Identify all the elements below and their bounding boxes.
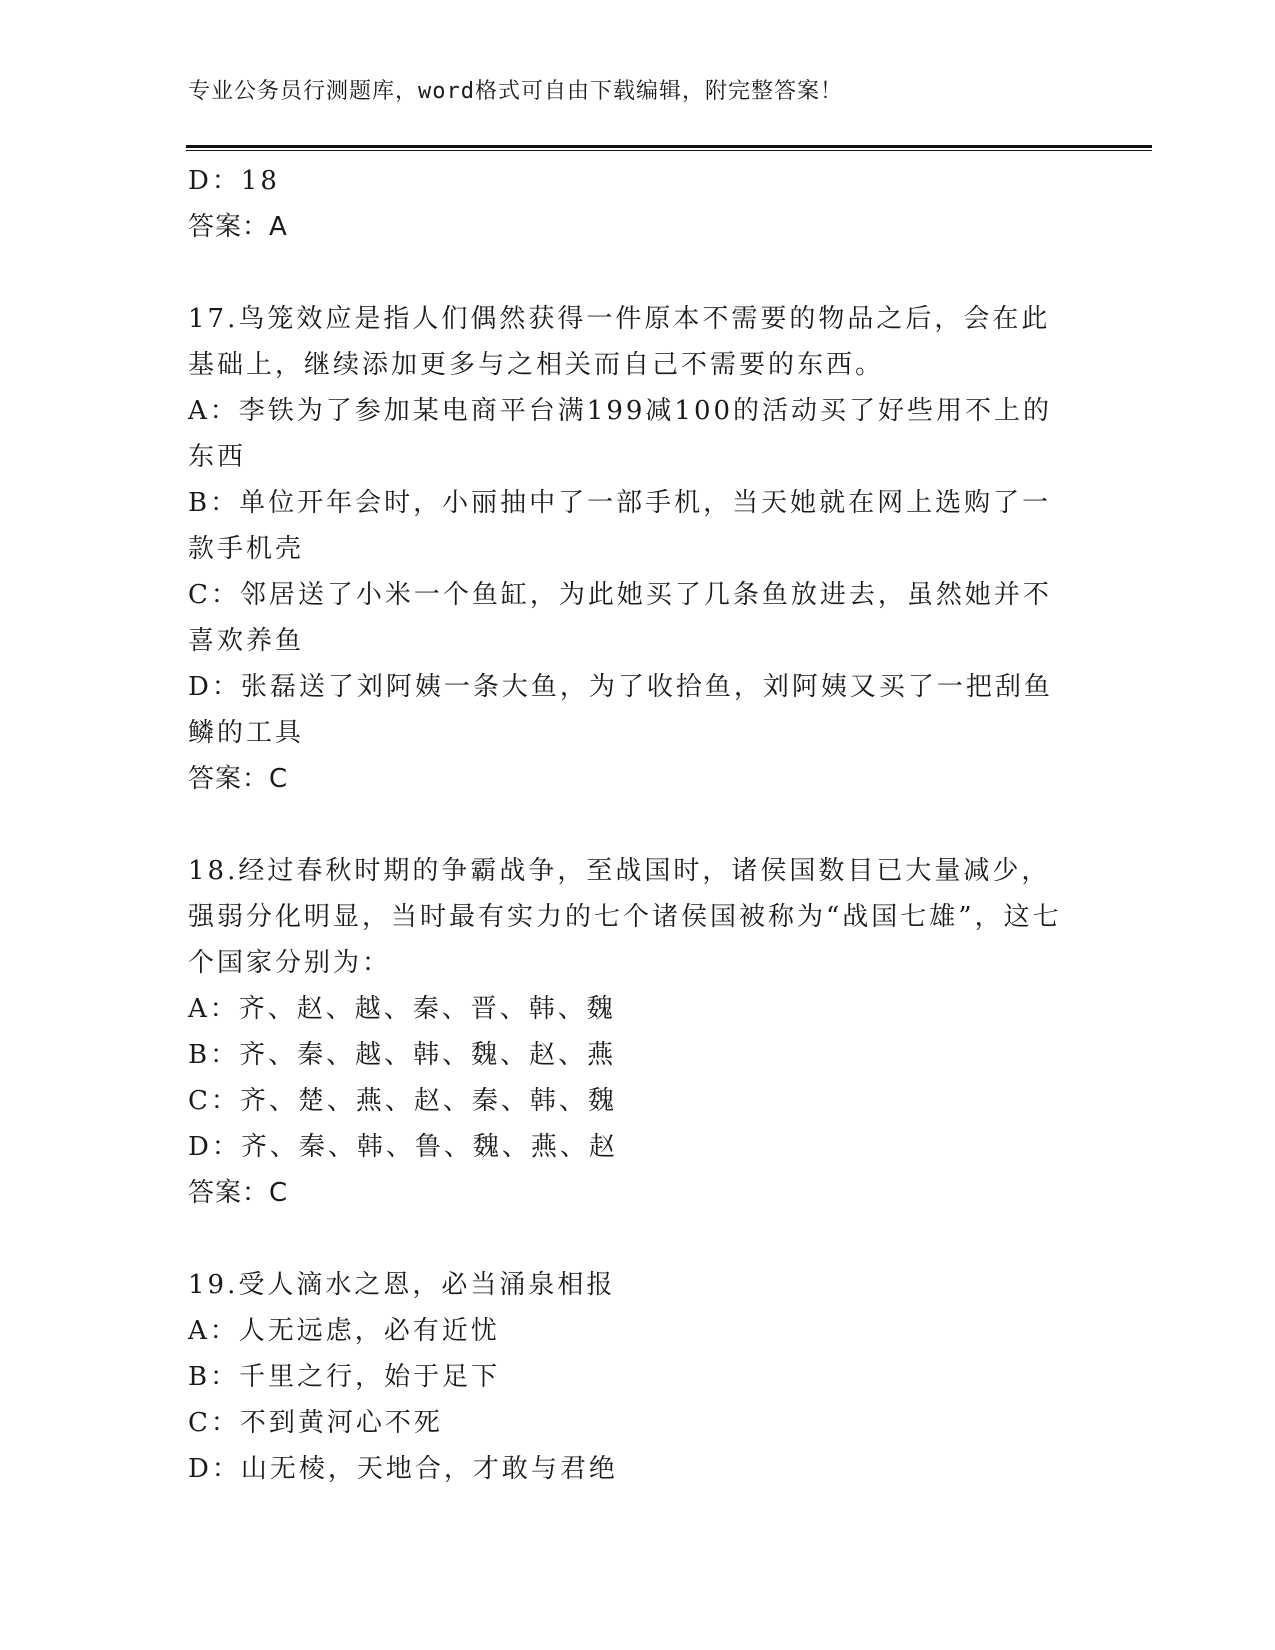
header-rule-thick [186,145,1152,148]
option-d: D：山无棱，天地合，才敢与君绝 [188,1454,618,1484]
header-rule-thin [186,150,1152,151]
option-b: B：齐、秦、越、韩、魏、赵、燕 [188,1040,617,1070]
option-a: A：齐、赵、越、秦、晋、韩、魏 [188,994,616,1024]
option-d: D：张磊送了刘阿姨一条大鱼，为了收拾鱼，刘阿姨又买了一把刮鱼鳞的工具 [188,672,1053,748]
option-c: C：不到黄河心不死 [188,1408,443,1438]
question-block [188,1262,1068,1492]
question-block [188,296,1068,802]
question-stem: 17.鸟笼效应是指人们偶然获得一件原本不需要的物品之后，会在此基础上，继续添加更多与之相关而自己不需要的东西。 [188,304,1051,380]
page-header: 专业公务员行测题库，word格式可自由下载编辑，附完整答案！ [188,79,843,104]
option-c: C：邻居送了小米一个鱼缸，为此她买了几条鱼放进去，虽然她并不喜欢养鱼 [188,580,1052,656]
option-b: B：千里之行，始于足下 [188,1362,501,1392]
question-stem: 18.经过春秋时期的争霸战争，至战国时，诸侯国数目已大量减少，强弱分化明显，当时最有实力的七个诸侯国被称为“战国七雄”，这七个国家分别为： [188,856,1062,978]
spacer [188,1216,1068,1262]
question-block [188,848,1068,1216]
option-a: A：李铁为了参加某电商平台满199减100的活动买了好些用不上的东西 [188,396,1053,472]
option-d: D：齐、秦、韩、鲁、魏、燕、赵 [188,1132,618,1162]
question-list [188,158,1068,1492]
question-block [188,158,1068,250]
question-stem: 19.受人滴水之恩，必当涌泉相报 [188,1270,616,1300]
answer: 答案：C [188,1178,289,1208]
option-d: D：18 [188,166,280,196]
answer: 答案：C [188,764,289,794]
option-a: A：人无远虑，必有近忧 [188,1316,500,1346]
option-b: B：单位开年会时，小丽抽中了一部手机，当天她就在网上选购了一款手机壳 [188,488,1052,564]
answer: 答案：A [188,212,288,242]
option-c: C：齐、楚、燕、赵、秦、韩、魏 [188,1086,617,1116]
spacer [188,802,1068,848]
spacer [188,250,1068,296]
